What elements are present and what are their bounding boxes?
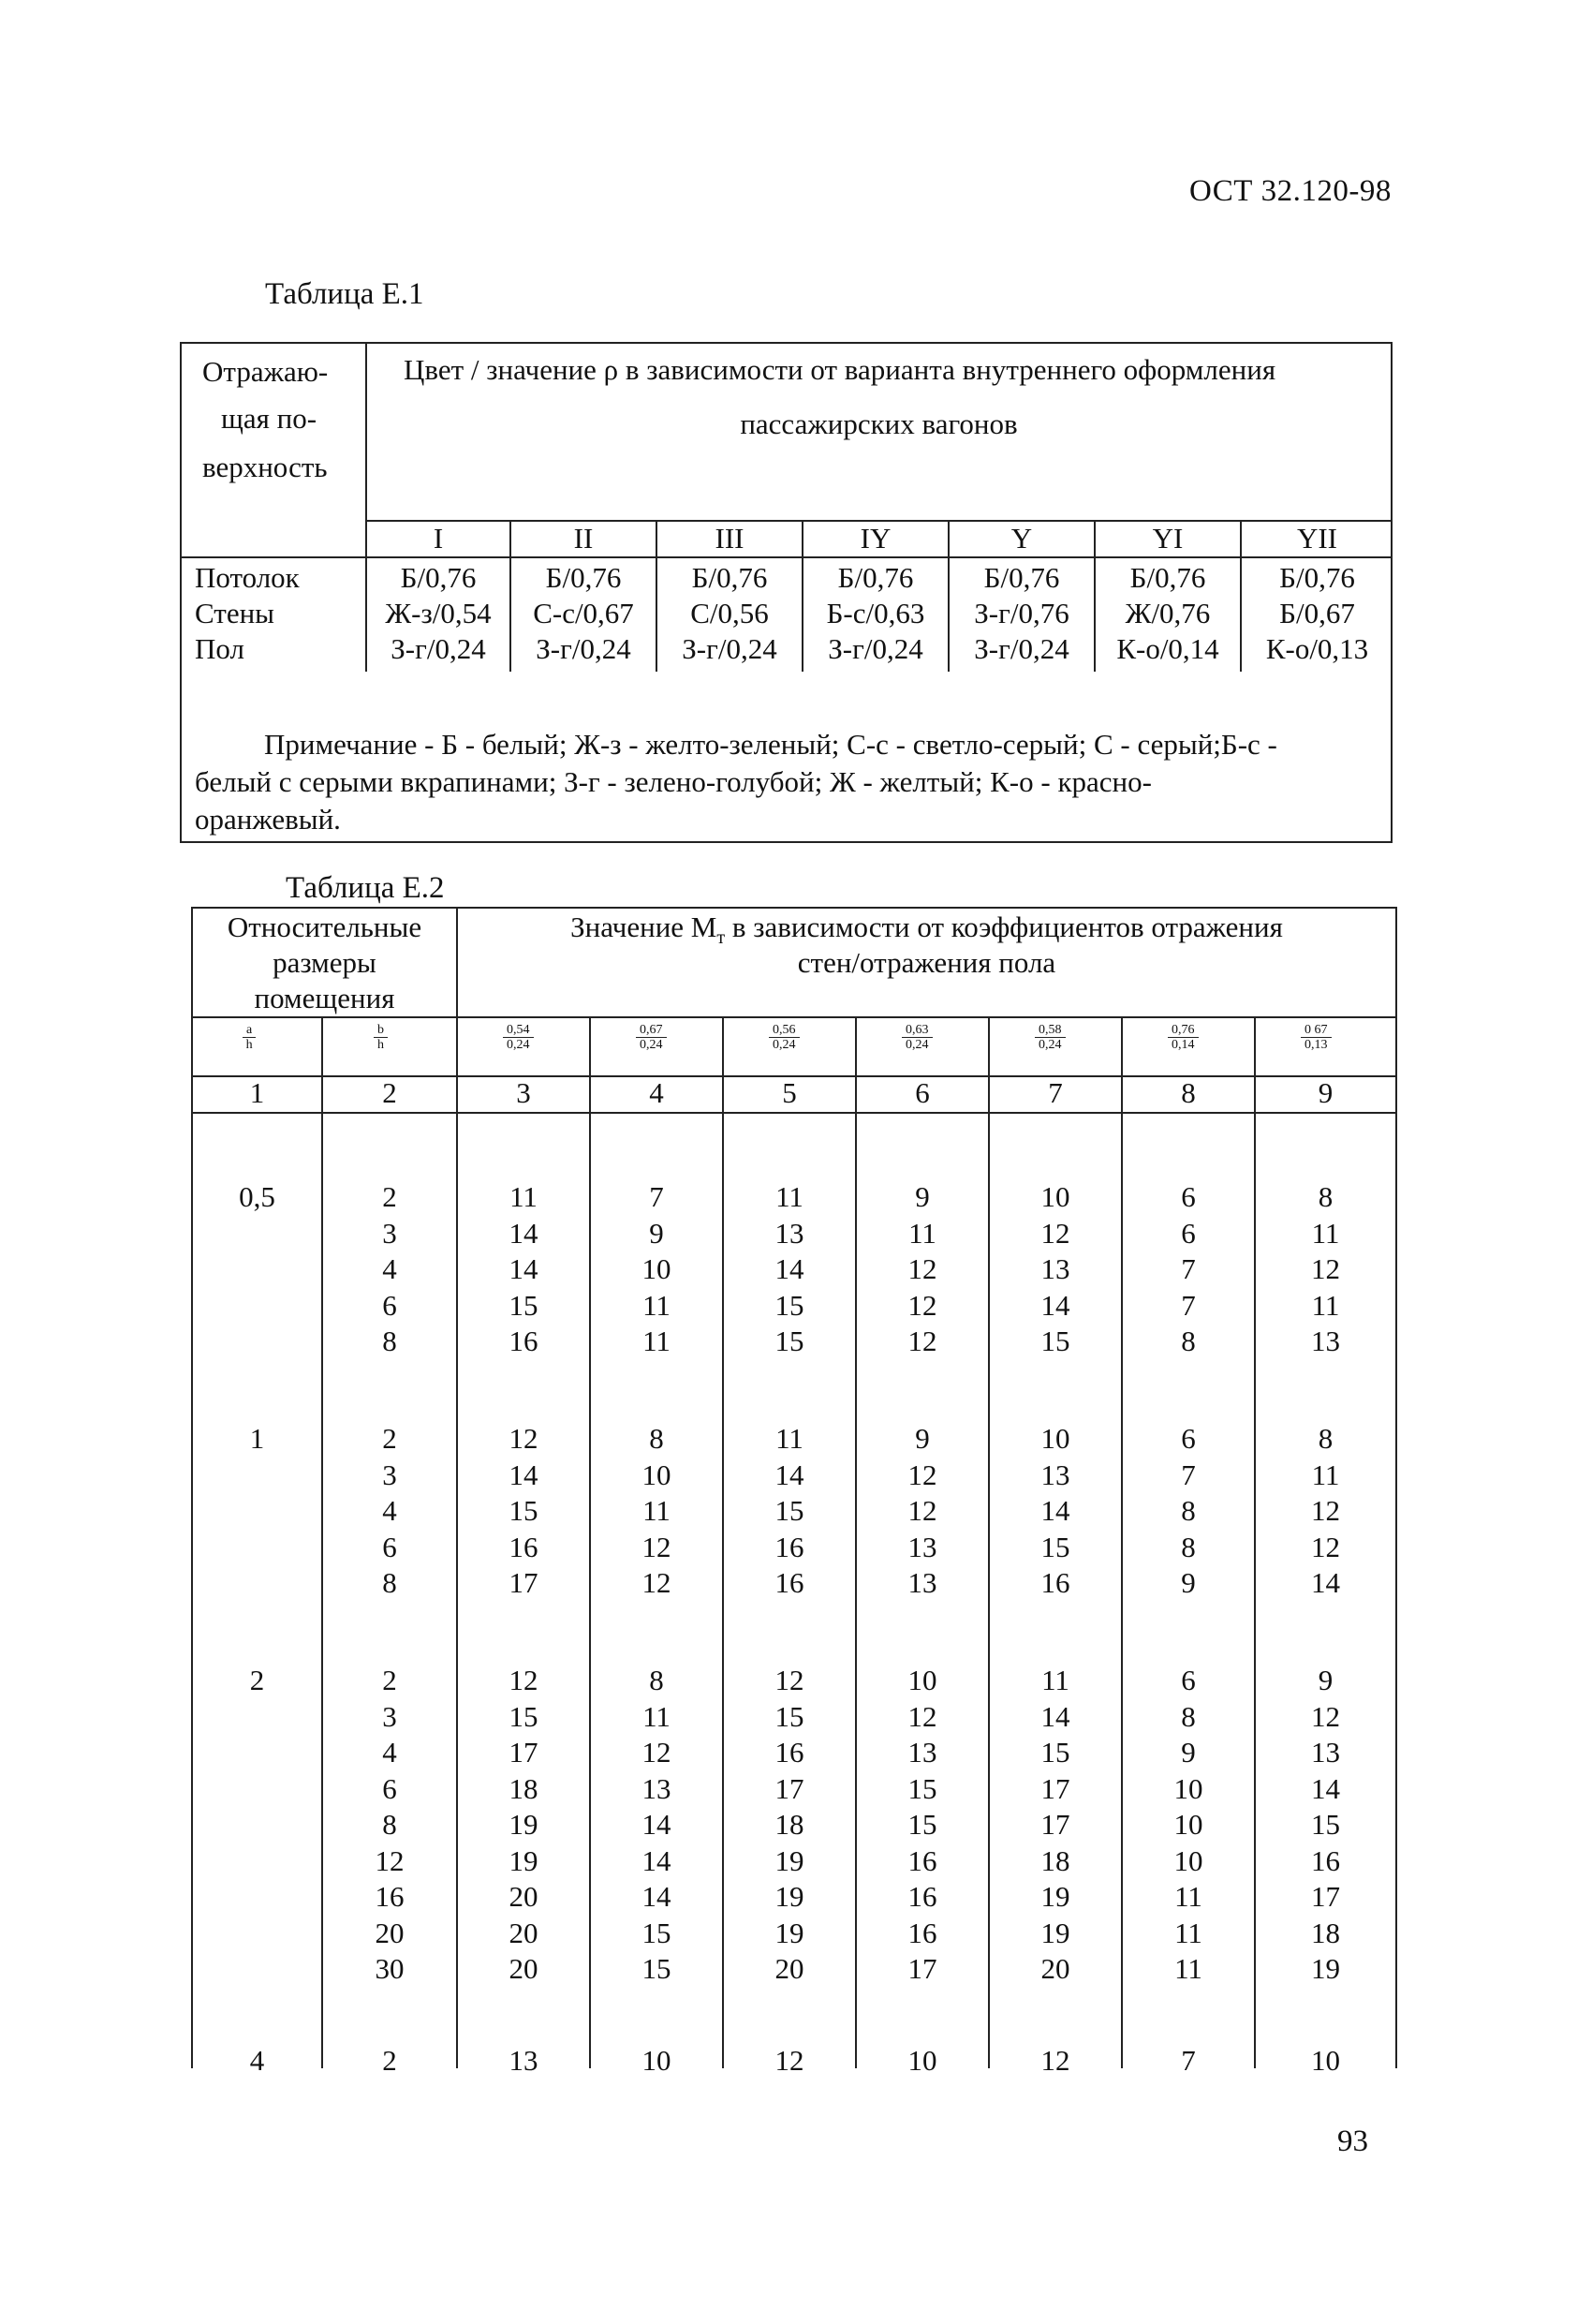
table-cell: 11 <box>642 1494 671 1527</box>
table-cell: 12 <box>1311 1252 1340 1285</box>
table-note-line: оранжевый. <box>195 803 341 836</box>
table-cell: 14 <box>509 1216 538 1250</box>
table-cell: 16 <box>774 1736 804 1769</box>
table-cell: Ж-з/0,54 <box>385 597 492 629</box>
fraction-b-h: $\frac{b}{h}$ <box>374 1023 388 1052</box>
column-number: 3 <box>516 1076 531 1109</box>
column-number: 2 <box>382 1076 397 1109</box>
table-cell: 10 <box>1040 1422 1070 1455</box>
coefficient-fraction: $\frac{0,56}{0,24}$ <box>769 1023 800 1052</box>
table-cell: 19 <box>1311 1952 1340 1985</box>
table-cell: 13 <box>1311 1325 1340 1357</box>
table-cell: 13 <box>509 2044 538 2077</box>
relative-size-a-h: 2 <box>249 1664 265 1696</box>
column-header-line1: Цвет / значение ρ в зависимости от варианта внутреннего оформления <box>404 353 1276 386</box>
table-cell: З-г/0,76 <box>974 597 1069 629</box>
table-cell: Ж/0,76 <box>1125 597 1211 629</box>
variant-label: YII <box>1296 522 1338 555</box>
table-cell: 16 <box>774 1530 804 1563</box>
table-cell: 10 <box>1040 1180 1070 1213</box>
table-cell: 12 <box>641 1530 671 1563</box>
table-cell: 11 <box>509 1180 538 1213</box>
table-cell: 18 <box>774 1808 804 1841</box>
table-cell: 8 <box>1318 1180 1334 1213</box>
table-cell: 8 <box>1181 1494 1196 1527</box>
table-e1-title: Таблица Е.1 <box>265 277 424 311</box>
column-number: 5 <box>782 1076 797 1109</box>
table-cell: 14 <box>1040 1288 1070 1322</box>
relative-size-b-h: 6 <box>382 1771 397 1805</box>
table-cell: 9 <box>1181 1566 1196 1599</box>
coefficient-fraction: $\frac{0,54}{0,24}$ <box>503 1023 534 1052</box>
table-cell: 14 <box>641 1808 671 1841</box>
right-header-line1: Значение $М_т$ в зависимости от коэффициентов отражения <box>570 910 1283 949</box>
table-cell: 20 <box>509 1916 538 1949</box>
table-cell: 19 <box>1040 1880 1070 1913</box>
table-cell: 10 <box>641 2044 671 2077</box>
table-cell: 7 <box>649 1180 664 1213</box>
table-cell: 17 <box>1311 1880 1340 1913</box>
table-cell: 13 <box>774 1216 804 1250</box>
table-cell: 12 <box>1311 1699 1340 1733</box>
relative-size-a-h: 4 <box>249 2044 265 2077</box>
left-header-line: помещения <box>254 982 395 1014</box>
table-cell: 19 <box>774 1880 804 1913</box>
table-cell: 18 <box>1311 1916 1340 1949</box>
table-cell: Б/0,76 <box>691 561 768 594</box>
table-cell: 14 <box>1040 1699 1070 1733</box>
table-cell: 12 <box>509 1664 538 1696</box>
table-cell: Б/0,76 <box>400 561 477 594</box>
column-number: 7 <box>1048 1076 1063 1109</box>
table-cell: 8 <box>649 1422 664 1455</box>
relative-size-b-h: 20 <box>375 1916 405 1949</box>
relative-size-b-h: 3 <box>382 1699 397 1733</box>
table-cell: 14 <box>509 1458 538 1491</box>
table-cell: 9 <box>915 1180 930 1213</box>
table-cell: 10 <box>641 1458 671 1491</box>
table-cell: 19 <box>509 1808 538 1841</box>
column-number: 1 <box>249 1076 265 1109</box>
table-cell: 8 <box>649 1664 664 1696</box>
table-cell: 10 <box>907 2044 937 2077</box>
table-cell: З-г/0,24 <box>682 632 777 665</box>
table-cell: 15 <box>907 1771 937 1805</box>
table-cell: 11 <box>642 1288 671 1322</box>
table-cell: 11 <box>1311 1458 1340 1491</box>
table-cell: 15 <box>1040 1530 1070 1563</box>
table-cell: 10 <box>1173 1771 1203 1805</box>
surface-label: Пол <box>195 632 244 665</box>
table-note-line: Примечание - Б - белый; Ж-з - желто-зеленый; С-с - светло-серый; С - серый;Б-с - <box>264 728 1277 761</box>
table-cell: 12 <box>774 2044 804 2077</box>
fraction-a-h: $\frac{a}{h}$ <box>243 1023 256 1052</box>
table-cell: 12 <box>509 1422 538 1455</box>
table-cell: 12 <box>1040 2044 1070 2077</box>
table-cell: 8 <box>1181 1325 1196 1357</box>
table-cell: 15 <box>641 1916 671 1949</box>
table-cell: Б/0,76 <box>983 561 1060 594</box>
table-cell: 9 <box>649 1216 664 1250</box>
table-cell: 20 <box>774 1952 804 1985</box>
table-cell: 17 <box>1040 1771 1070 1805</box>
table-cell: 14 <box>774 1252 804 1285</box>
relative-size-b-h: 3 <box>382 1216 397 1250</box>
relative-size-b-h: 8 <box>382 1325 397 1357</box>
table-cell: 15 <box>509 1288 538 1322</box>
table-cell: Б/0,76 <box>1129 561 1206 594</box>
column-header-line2: пассажирских вагонов <box>740 407 1018 440</box>
table-cell: 16 <box>774 1566 804 1599</box>
table-cell: 12 <box>907 1288 937 1322</box>
table-cell: 11 <box>1174 1880 1202 1913</box>
table-cell: 13 <box>1040 1458 1070 1491</box>
page-number: 93 <box>1337 2124 1368 2158</box>
table-cell: 14 <box>1311 1566 1340 1599</box>
table-cell: 9 <box>915 1422 930 1455</box>
table-e1 <box>180 342 1393 843</box>
surface-label: Потолок <box>195 561 300 594</box>
table-cell: 17 <box>774 1771 804 1805</box>
column-number: 9 <box>1318 1076 1334 1109</box>
document-code: ОСТ 32.120-98 <box>1189 174 1392 208</box>
table-note-line: белый с серыми вкрапинами; З-г - зелено-голубой; Ж - желтый; К-о - красно- <box>195 765 1152 798</box>
relative-size-b-h: 12 <box>375 1843 405 1877</box>
table-cell: 10 <box>907 1664 937 1696</box>
column-number: 8 <box>1181 1076 1196 1109</box>
relative-size-b-h: 2 <box>382 2044 397 2077</box>
table-cell: 8 <box>1181 1530 1196 1563</box>
table-cell: З-г/0,24 <box>391 632 486 665</box>
table-cell: 12 <box>1311 1530 1340 1563</box>
table-cell: 15 <box>641 1952 671 1985</box>
table-cell: С-с/0,67 <box>533 597 634 629</box>
table-cell: Б/0,76 <box>837 561 914 594</box>
table-cell: 10 <box>1311 2044 1340 2077</box>
column-number: 4 <box>649 1076 664 1109</box>
table-cell: 20 <box>1040 1952 1070 1985</box>
table-cell: 6 <box>1181 1664 1196 1696</box>
table-cell: 15 <box>774 1699 804 1733</box>
table-cell: 14 <box>774 1458 804 1491</box>
table-cell: 19 <box>774 1916 804 1949</box>
table-cell: 8 <box>1318 1422 1334 1455</box>
table-cell: К-о/0,14 <box>1116 632 1219 665</box>
variant-label: III <box>715 522 744 555</box>
table-cell: 17 <box>509 1736 538 1769</box>
relative-size-b-h: 8 <box>382 1808 397 1841</box>
table-cell: 18 <box>509 1771 538 1805</box>
table-cell: 13 <box>907 1736 937 1769</box>
table-cell: 15 <box>774 1325 804 1357</box>
table-cell: 11 <box>908 1216 936 1250</box>
table-cell: 16 <box>907 1880 937 1913</box>
coefficient-fraction: $\frac{0,67}{0,24}$ <box>636 1023 667 1052</box>
table-cell: 15 <box>907 1808 937 1841</box>
table-cell: 11 <box>1041 1664 1069 1696</box>
table-cell: З-г/0,24 <box>974 632 1069 665</box>
table-cell: 16 <box>907 1916 937 1949</box>
relative-size-b-h: 4 <box>382 1494 397 1527</box>
table-cell: 15 <box>1040 1736 1070 1769</box>
table-cell: 12 <box>907 1325 937 1357</box>
table-cell: 19 <box>774 1843 804 1877</box>
table-cell: 14 <box>1311 1771 1340 1805</box>
table-cell: 12 <box>1040 1216 1070 1250</box>
relative-size-a-h: 1 <box>249 1422 265 1455</box>
table-cell: 16 <box>509 1325 538 1357</box>
table-cell: 9 <box>1318 1664 1334 1696</box>
table-cell: З-г/0,24 <box>536 632 631 665</box>
relative-size-b-h: 6 <box>382 1288 397 1322</box>
table-cell: 7 <box>1181 1288 1196 1322</box>
table-cell: 10 <box>1173 1808 1203 1841</box>
table-cell: Б/0,76 <box>545 561 622 594</box>
table-cell: 20 <box>509 1952 538 1985</box>
table-e2 <box>191 907 1397 2077</box>
table-cell: 13 <box>907 1530 937 1563</box>
coefficient-fraction: $\frac{0,76}{0,14}$ <box>1168 1023 1199 1052</box>
table-cell: 17 <box>509 1566 538 1599</box>
relative-size-b-h: 4 <box>382 1736 397 1769</box>
table-cell: 14 <box>641 1843 671 1877</box>
relative-size-b-h: 2 <box>382 1180 397 1213</box>
table-cell: 10 <box>1173 1843 1203 1877</box>
table-cell: 16 <box>907 1843 937 1877</box>
table-cell: 11 <box>775 1180 803 1213</box>
variant-label: I <box>433 522 444 555</box>
table-cell: 12 <box>1311 1494 1340 1527</box>
table-cell: 11 <box>775 1422 803 1455</box>
table-cell: 14 <box>1040 1494 1070 1527</box>
table-cell: 13 <box>1040 1252 1070 1285</box>
table-cell: Б/0,76 <box>1279 561 1355 594</box>
table-cell: 13 <box>907 1566 937 1599</box>
table-cell: 6 <box>1181 1422 1196 1455</box>
table-cell: 11 <box>1311 1216 1340 1250</box>
row-header-line: Отражаю- <box>202 355 329 388</box>
table-cell: 8 <box>1181 1699 1196 1733</box>
relative-size-a-h: 0,5 <box>239 1180 275 1213</box>
table-cell: 15 <box>774 1494 804 1527</box>
table-cell: 11 <box>642 1699 671 1733</box>
table-cell: 18 <box>1040 1843 1070 1877</box>
table-cell: 15 <box>1040 1325 1070 1357</box>
table-cell: 12 <box>907 1252 937 1285</box>
relative-size-b-h: 6 <box>382 1530 397 1563</box>
table-cell: 15 <box>509 1494 538 1527</box>
variant-label: IY <box>860 522 892 555</box>
table-cell: 14 <box>509 1252 538 1285</box>
table-cell: 10 <box>641 1252 671 1285</box>
table-cell: 11 <box>642 1325 671 1357</box>
coefficient-fraction: $\frac{0,63}{0,24}$ <box>902 1023 933 1052</box>
table-e2-title: Таблица Е.2 <box>286 871 445 905</box>
column-number: 6 <box>915 1076 930 1109</box>
table-cell: К-о/0,13 <box>1265 632 1369 665</box>
table-cell: 15 <box>509 1699 538 1733</box>
left-header-line: размеры <box>273 946 376 979</box>
table-cell: 6 <box>1181 1216 1196 1250</box>
table-cell: 12 <box>641 1566 671 1599</box>
row-header-line: верхность <box>202 451 328 483</box>
left-header-line: Относительные <box>227 910 422 943</box>
table-cell: 7 <box>1181 2044 1196 2077</box>
table-cell: 11 <box>1174 1952 1202 1985</box>
relative-size-b-h: 3 <box>382 1458 397 1491</box>
relative-size-b-h: 2 <box>382 1664 397 1696</box>
table-cell: 12 <box>774 1664 804 1696</box>
table-cell: 13 <box>1311 1736 1340 1769</box>
table-cell: 12 <box>907 1458 937 1491</box>
surface-label: Стены <box>195 597 274 629</box>
table-cell: Б/0,67 <box>1279 597 1355 629</box>
table-cell: 16 <box>1040 1566 1070 1599</box>
variant-label: Y <box>1010 522 1033 555</box>
table-cell: 12 <box>641 1736 671 1769</box>
table-cell: 7 <box>1181 1252 1196 1285</box>
table-cell: 9 <box>1181 1736 1196 1769</box>
relative-size-b-h: 16 <box>375 1880 405 1913</box>
table-cell: 16 <box>509 1530 538 1563</box>
table-cell: Б-с/0,63 <box>826 597 925 629</box>
relative-size-b-h: 2 <box>382 1422 397 1455</box>
table-cell: 6 <box>1181 1180 1196 1213</box>
table-cell: С/0,56 <box>690 597 769 629</box>
variant-label: YI <box>1152 522 1184 555</box>
table-cell: 17 <box>1040 1808 1070 1841</box>
table-cell: 15 <box>1311 1808 1340 1841</box>
right-header-line2: стен/отражения пола <box>797 946 1056 979</box>
table-cell: З-г/0,24 <box>828 632 923 665</box>
coefficient-fraction: $\frac{0 67}{0,13}$ <box>1301 1023 1332 1052</box>
table-cell: 13 <box>641 1771 671 1805</box>
coefficient-fraction: $\frac{0,58}{0,24}$ <box>1035 1023 1066 1052</box>
table-cell: 7 <box>1181 1458 1196 1491</box>
table-cell: 11 <box>1311 1288 1340 1322</box>
variant-label: II <box>573 522 594 555</box>
table-cell: 16 <box>1311 1843 1340 1877</box>
table-cell: 12 <box>907 1699 937 1733</box>
table-cell: 19 <box>1040 1916 1070 1949</box>
row-header-line: щая по- <box>221 402 317 435</box>
table-cell: 15 <box>774 1288 804 1322</box>
table-cell: 17 <box>907 1952 937 1985</box>
relative-size-b-h: 30 <box>375 1952 405 1985</box>
relative-size-b-h: 8 <box>382 1566 397 1599</box>
table-cell: 12 <box>907 1494 937 1527</box>
table-cell: 19 <box>509 1843 538 1877</box>
relative-size-b-h: 4 <box>382 1252 397 1285</box>
table-cell: 14 <box>641 1880 671 1913</box>
table-cell: 11 <box>1174 1916 1202 1949</box>
table-cell: 20 <box>509 1880 538 1913</box>
